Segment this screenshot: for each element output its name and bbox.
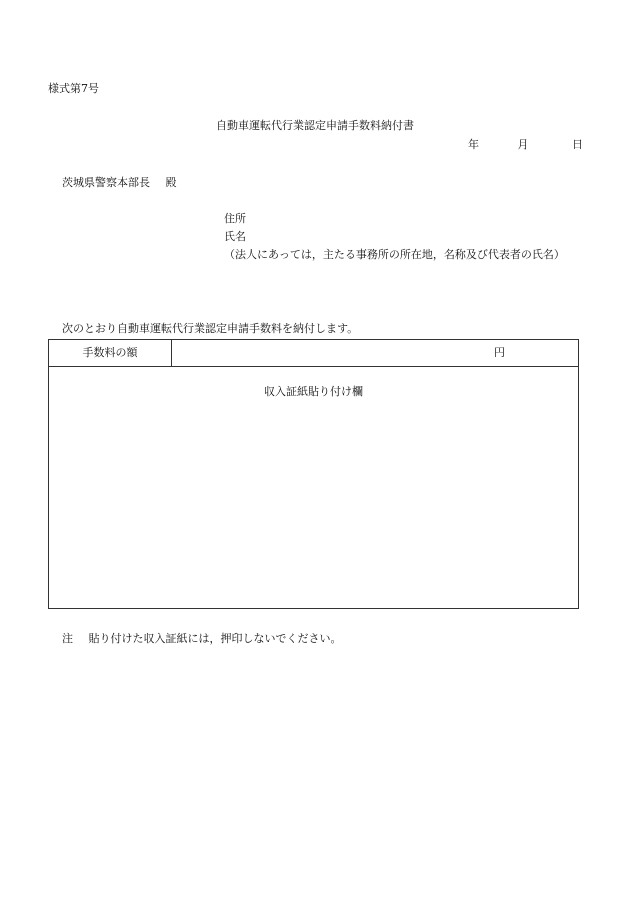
addressee-name: 茨城県警察本部長: [62, 176, 150, 189]
footnote-marker: 注: [62, 632, 73, 645]
date-day-label: 日: [572, 138, 583, 151]
fee-table: [48, 339, 579, 609]
payment-statement: 次のとおり自動車運転代行業認定申請手数料を納付します。: [62, 322, 359, 335]
fee-amount-row: [49, 340, 578, 367]
applicant-name-label: 氏名: [224, 230, 246, 243]
fee-amount-label: 手数料の額: [49, 340, 172, 366]
applicant-address-label: 住所: [224, 212, 246, 225]
date-line: [468, 138, 583, 152]
footnote: [62, 632, 342, 646]
fee-amount-field[interactable]: [172, 340, 578, 366]
applicant-note: （法人にあっては，主たる事務所の所在地，名称及び代表者の氏名）: [224, 248, 565, 261]
fee-amount-unit: 円: [494, 346, 505, 359]
form-number: 様式第7号: [48, 82, 99, 95]
document-title: 自動車運転代行業認定申請手数料納付書: [216, 119, 414, 132]
addressee: [62, 176, 177, 190]
addressee-honorific: 殿: [165, 176, 177, 189]
footnote-text: 貼り付けた収入証紙には，押印しないでください。: [88, 632, 342, 645]
revenue-stamp-area: [49, 367, 578, 608]
date-year-label: 年: [468, 138, 479, 151]
date-month-label: 月: [517, 138, 529, 151]
revenue-stamp-label: 収入証紙貼り付け欄: [264, 385, 363, 398]
